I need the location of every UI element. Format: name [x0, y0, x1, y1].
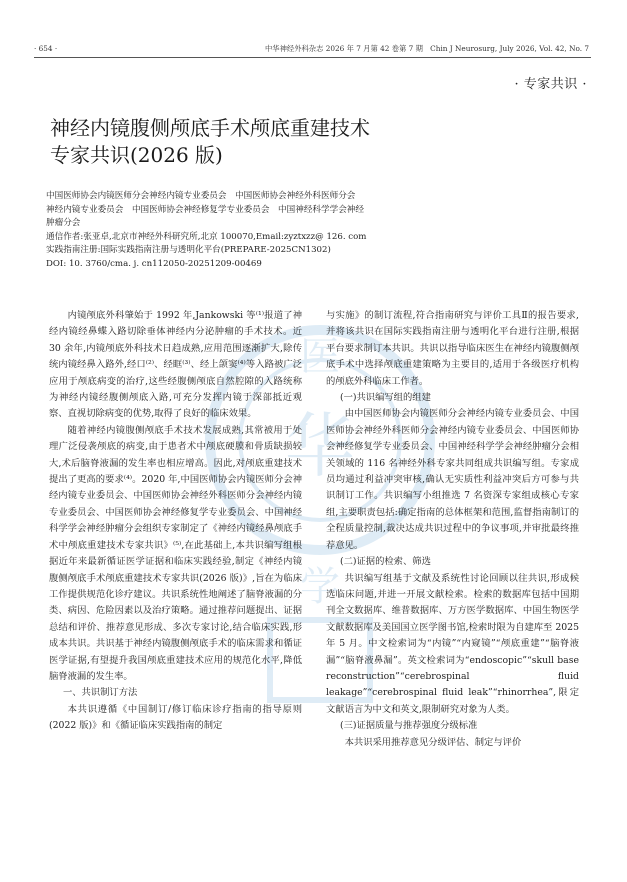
title-line-2: 专家共识(2026 版)	[50, 143, 223, 167]
paragraph: 本共识采用推荐意见分级评估、制定与评价	[344, 736, 522, 748]
paragraph: 随着神经内镜腹侧颅底手术技术发展成熟,其常被用于处理广泛侵袭颅底的病变,由于患者术中颅底硬膜和骨质缺损较大,术后脑脊液漏的发生率也相应增高。因此,对颅底重建技术提出了更高的要求⁽⁴⁾。2020 年,中国医师协会内镜医师分会神经内镜专业委员会、中国医师协会神经外科医师分会神经内镜专业委员会、中国医师协会神经修复学专业委员会、中国神经科学学会神经肿瘤分会组织专家制定了《神经内镜经鼻颅底手术中颅底重建技术专家共识》⁽⁵⁾,在此基础上,本共识编写组根据近年来最新循证医学证据和临床实践经验,制定《神经内镜腹侧颅底手术颅底重建技术专家共识(2026 版)》,旨在为临床工作提供规范化诊疗建议。共识系统性地阐述了脑脊液漏的分类、病因、危险因素以及治疗策略。通过推荐问题提出、证据总结和评价、推荐意见形成、多次专家讨论,结合临床实践,形成本共识。共识基于神经内镜腹侧颅底手术的临床需求和循证医学证据,有望提升我国颅底重建技术应用的规范化水平,降低脑脊液漏的发生率。	[49, 424, 302, 682]
journal-running-header: 中华神经外科杂志 2026 年 7 月第 42 卷第 7 期 Chin J Neurosurg, July 2026, Vol. 42, No. 7	[265, 44, 589, 53]
watermark-char-3: 学	[300, 564, 340, 610]
section-heading: 一、共识制订方法	[62, 687, 138, 699]
watermark-char-2: 华	[285, 405, 355, 487]
doi: DOI: 10. 3760/cma. j. cn112050-20251209-00469	[46, 258, 262, 269]
paragraph: 内镜颅底外科肇始于 1992 年,Jankowski 等⁽¹⁾报道了神经内镜经鼻蝶入路切除垂体神经内分泌肿瘤的手术技术。近 30 余年,内镜颅底外科技术日趋成熟,应用范围逐渐扩大,除传统内镜经鼻入路外,经口⁽²⁾、经眶⁽³⁾、经上颌窦⁽⁴⁾等入路被广泛应用于颅底病变的治疗,这些经腹侧颅底自然腔隙的入路统称为神经内镜经腹侧颅底入路,可充分发挥内镜于深部抵近观察、直视切除病变的优势,取得了良好的临床效果。	[49, 310, 302, 420]
authors-line-2: 神经内镜专业委员会 中国医师协会神经修复学专业委员会 中国神经科学学会神经	[46, 204, 364, 215]
body-column-left	[49, 308, 302, 735]
paragraph: 由中国医师协会内镜医师分会神经内镜专业委员会、中国医师协会神经外科医师分会神经内镜专业委员会、中国医师协会神经修复学专业委员会、中国神经科学学会神经肿瘤分会相关领域的 116 名神经外科专家共同组成共识编写组。专家成员均通过利益冲突审核,确认无实质性利益冲突后方可参与共识制订工作。共识编写小组推选 7 名资深专家组成核心专家组,主要职责包括:确定指南的总体框架和范围,监督指南制订的全程质量控制,裁决达成共识过程中的争议事项,并审批最终推荐意见。	[326, 408, 579, 551]
article-meta	[46, 190, 586, 271]
subsection-heading: (一)共识编写组的组建	[339, 392, 431, 404]
paragraph: 共识编写组基于文献及系统性讨论回顾以往共识,形成候选临床问题,并进一开展文献检索。检索的数据库包括中国期刊全文数据库、维普数据库、万方医学数据库、中国生物医学文献数据库及美国国立医学图书馆,检索时限为自建库至 2025 年 5 月。中文检索词为“内镜”“内窥镜”“颅底重建”“脑脊液漏”“脑脊液鼻漏”。英文检索词为“endoscopic”“skull base reconstruction”“cerebrospinal fluid leakage”“cerebrospinal fluid leak”“rhinorrhea”,限定文献语言为中文和英文,限制研究对象为人类。	[326, 572, 579, 715]
correspondence: 通信作者:张亚卓,北京市神经外科研究所,北京 100070,Email:zyztxzz@ 126. com	[46, 231, 367, 242]
paragraph: 本共识遵循《中国制订/修订临床诊疗指南的指导原则(2022 版)》和《循证临床实践指南的制定	[49, 703, 302, 732]
title-line-1: 神经内镜腹侧颅底手术颅底重建技术	[50, 116, 370, 140]
article-title	[50, 115, 470, 169]
subsection-heading: (二)证据的检索、筛选	[339, 556, 431, 568]
authors-line-1: 中国医师协会内镜医师分会神经内镜专业委员会 中国医师协会神经外科医师分会	[46, 191, 356, 201]
section-tag: · 专家共识 ·	[514, 77, 587, 92]
page-number: · 654 ·	[34, 44, 58, 53]
watermark-char-1: 医	[300, 334, 340, 380]
guideline-registration: 实践指南注册:国际实践指南注册与透明化平台(PREPARE-2025CN1302)	[46, 245, 331, 255]
subsection-heading: (三)证据质量与推荐强度分级标准	[339, 720, 478, 732]
header-rule	[34, 57, 591, 58]
body-column-right	[326, 308, 579, 751]
paragraph: 与实施》的制订流程,符合指南研究与评价工具Ⅱ的报告要求,并将该共识在国际实践指南注册与透明化平台进行注册,根据平台要求制订本共识。共识以指导临床医生在神经内镜腹侧颅底手术中选择颅底重建策略为主要目的,适用于各级医疗机构的颅底外科临床工作者。	[326, 310, 579, 387]
authors-line-3: 肿瘤分会	[46, 218, 81, 228]
